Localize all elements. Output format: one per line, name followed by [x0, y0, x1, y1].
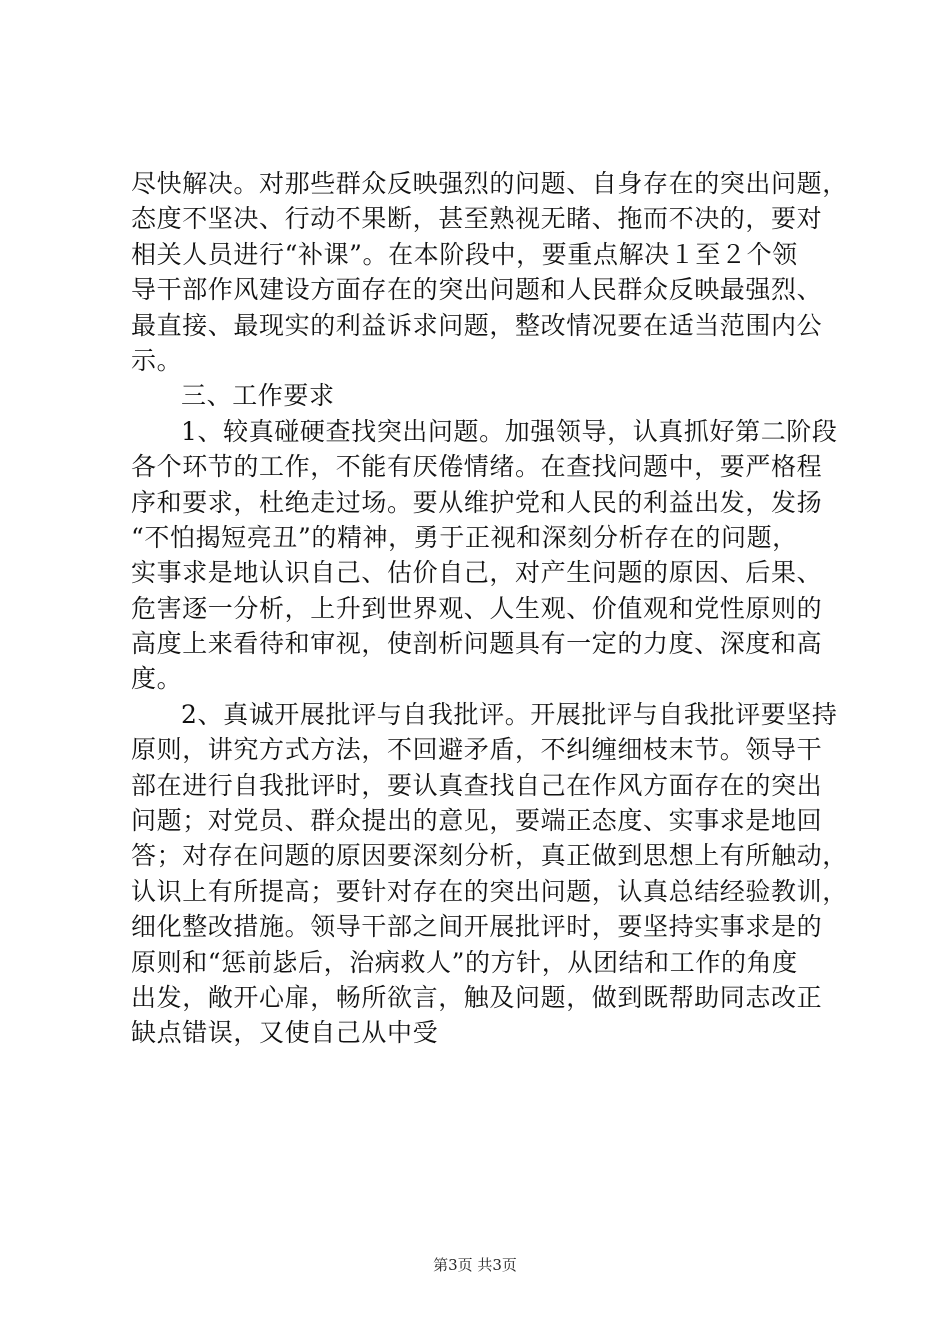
text-line: 1、较真碰硬查找突出问题。加强领导，认真抓好第二阶段: [181, 416, 838, 446]
text-line: 序和要求，杜绝走过场。要从维护党和人民的利益出发，发扬: [131, 487, 823, 517]
text-line: 高度上来看待和审视，使剖析问题具有一定的力度、深度和高: [131, 629, 823, 659]
body-text: [131, 166, 848, 1051]
text-line: 2、真诚开展批评与自我批评。开展批评与自我批评要坚持: [181, 699, 838, 729]
text-line: 实事求是地认识自己、估价自己，对产生问题的原因、后果、: [131, 558, 823, 588]
text-line: 答；对存在问题的原因要深刻分析，真正做到思想上有所触动，: [131, 841, 848, 871]
text-line: 相关人员进行“补课”。在本阶段中，要重点解决１至２个领: [131, 239, 798, 269]
text-line: 最直接、最现实的利益诉求问题，整改情况要在适当范围内公: [131, 310, 823, 340]
text-line: 导干部作风建设方面存在的突出问题和人民群众反映最强烈、: [131, 275, 823, 305]
text-line: 细化整改措施。领导干部之间开展批评时，要坚持实事求是的: [131, 912, 823, 942]
text-line: 各个环节的工作，不能有厌倦情绪。在查找问题中，要严格程: [131, 452, 823, 482]
text-line: 缺点错误，又使自己从中受: [131, 1018, 439, 1048]
text-line: 原则和“惩前毖后，治病救人”的方针，从团结和工作的角度: [131, 947, 798, 977]
text-line: 部在进行自我批评时，要认真查找自己在作风方面存在的突出: [131, 770, 823, 800]
text-line: 态度不坚决、行动不果断，甚至熟视无睹、拖而不决的，要对: [131, 204, 823, 234]
text-line: 尽快解决。对那些群众反映强烈的问题、自身存在的突出问题，: [131, 169, 848, 198]
text-line: 危害逐一分析，上升到世界观、人生观、价值观和党性原则的: [131, 593, 823, 623]
page-footer: 第3页 共3页: [433, 1256, 517, 1274]
text-line: 出发，敞开心扉，畅所欲言，触及问题，做到既帮助同志改正: [131, 982, 823, 1012]
text-line: 原则，讲究方式方法，不回避矛盾，不纠缠细枝末节。领导干: [131, 735, 823, 765]
text-line: 示。: [131, 345, 183, 375]
text-line: 三、工作要求: [181, 381, 335, 411]
text-line: “不怕揭短亮丑”的精神，勇于正视和深刻分析存在的问题，: [131, 522, 798, 552]
text-line: 度。: [131, 664, 183, 694]
text-line: 认识上有所提高；要针对存在的突出问题，认真总结经验教训，: [131, 876, 848, 906]
text-line: 问题；对党员、群众提出的意见，要端正态度、实事求是地回: [131, 806, 823, 836]
